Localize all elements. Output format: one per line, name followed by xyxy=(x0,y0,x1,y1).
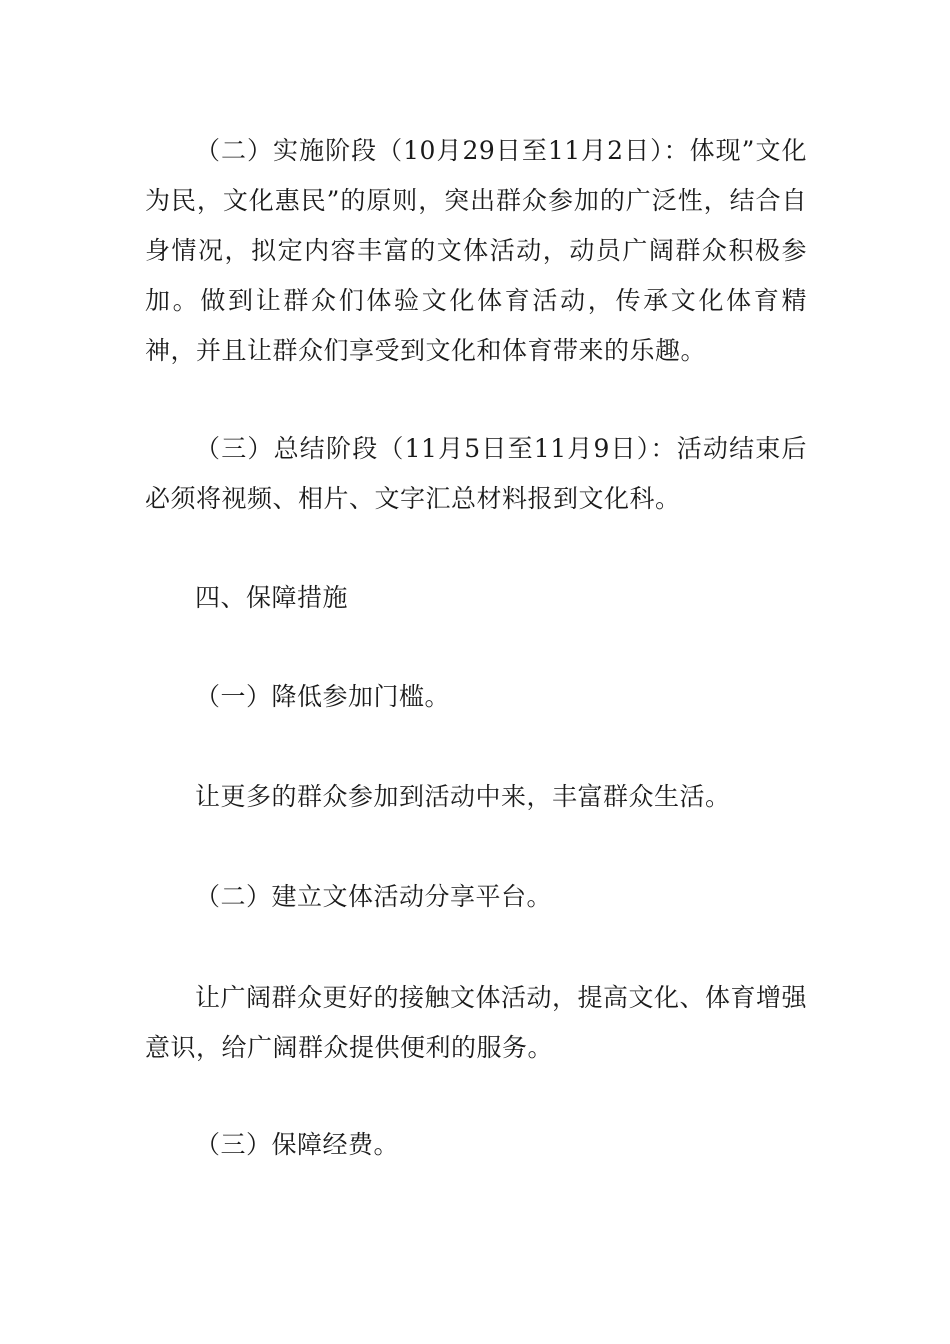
subheading-sharing-platform: （二）建立文体活动分享平台。 xyxy=(195,882,553,911)
section-heading-safeguards: 四、保障措施 xyxy=(195,583,349,612)
subheading-funding: （三）保障经费。 xyxy=(195,1130,400,1159)
paragraph-lower-threshold: 让更多的群众参加到活动中来，丰富群众生活。 xyxy=(195,782,731,811)
paragraph-implementation-phase: （二）实施阶段（10月29日至11月2日）：体现”文化为民，文化惠民”的原则，突出群众参加的广泛性，结合自身情况，拟定内容丰富的文体活动，动员广阔群众积极参加。做到让群众们体验文化体育活动，传承文化体育精神，并且让群众们享受到文化和体育带来的乐趣。 xyxy=(145,136,807,365)
paragraph-sharing-platform: 让广阔群众更好的接触文体活动，提高文化、体育增强意识，给广阔群众提供便利的服务。 xyxy=(145,983,808,1062)
paragraph-summary-phase: （三）总结阶段（11月5日至11月9日）：活动结束后必须将视频、相片、文字汇总材料报到文化科。 xyxy=(145,434,807,513)
subheading-lower-threshold: （一）降低参加门槛。 xyxy=(195,682,451,711)
